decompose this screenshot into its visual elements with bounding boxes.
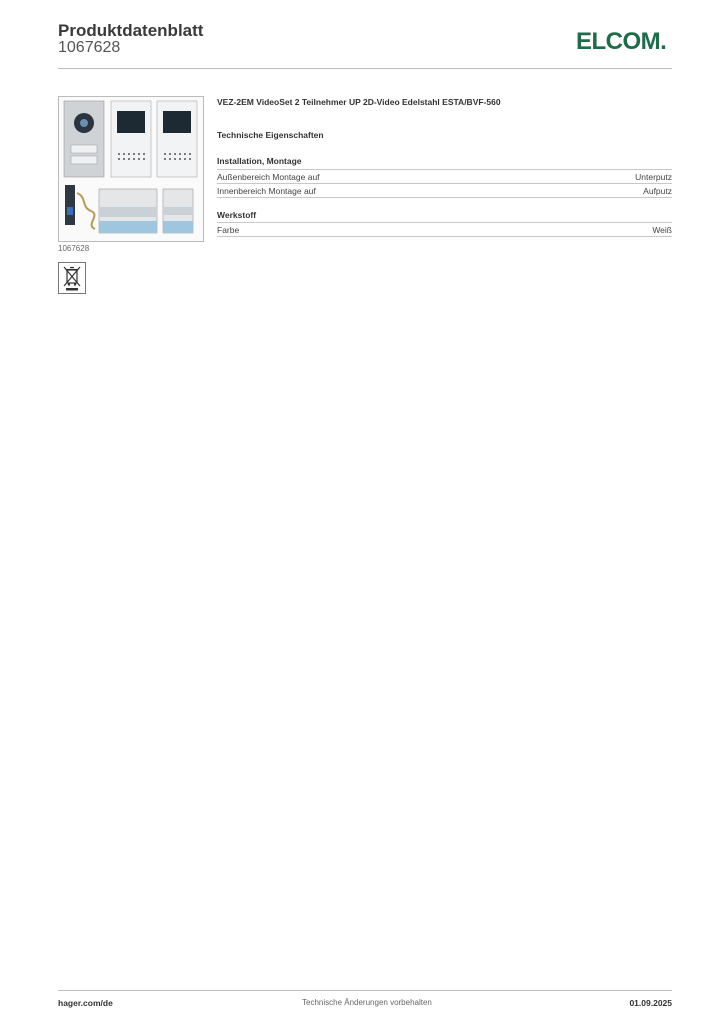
weee-crossed-bin-icon <box>59 263 85 293</box>
product-photo-illustration <box>59 97 203 241</box>
spec-value: Unterputz <box>635 172 672 182</box>
specs-heading: Technische Eigenschaften <box>217 130 324 140</box>
header-divider <box>58 68 672 69</box>
header-number: 1067628 <box>58 39 121 56</box>
spec-row <box>217 222 672 237</box>
weee-icon <box>58 262 86 294</box>
group-heading-material: Werkstoff <box>217 210 257 220</box>
spec-value: Weiß <box>652 225 672 235</box>
product-image <box>58 96 204 242</box>
footer-date: 01.09.2025 <box>629 998 672 1008</box>
spec-value: Aufputz <box>643 186 672 196</box>
spec-label: Farbe <box>217 225 240 235</box>
footer-disclaimer: Technische Änderungen vorbehalten <box>302 998 432 1007</box>
brand-logo: ELCOM. <box>576 28 667 55</box>
product-title: VEZ-2EM VideoSet 2 Teilnehmer UP 2D-Video Edelstahl ESTA/BVF-560 <box>217 97 501 107</box>
spec-label: Innenbereich Montage auf <box>217 186 316 196</box>
footer-divider <box>58 990 672 991</box>
footer-website-link[interactable]: hager.com/de <box>58 998 113 1008</box>
group-heading-installation: Installation, Montage <box>217 156 302 166</box>
image-caption: 1067628 <box>58 244 90 253</box>
spec-row <box>217 183 672 198</box>
header-title: Produktdatenblatt <box>58 21 204 40</box>
spec-row <box>217 169 672 183</box>
spec-label: Außenbereich Montage auf <box>217 172 320 182</box>
